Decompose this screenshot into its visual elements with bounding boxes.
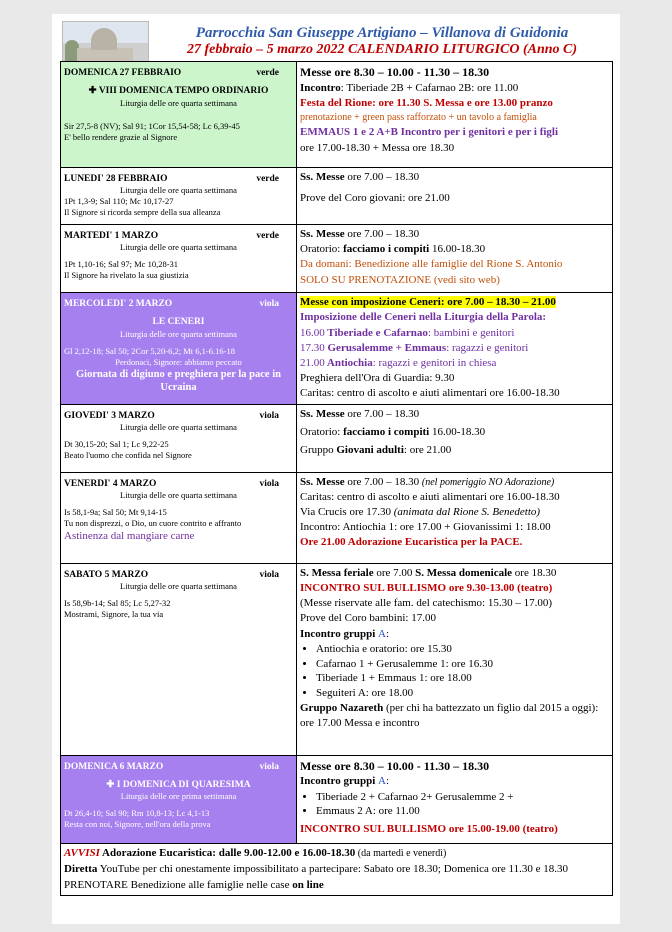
bullying-meeting: INCONTRO SUL BULLISMO ore 9.30-13.00 (teatro) (300, 581, 553, 594)
day-info-cell (61, 293, 297, 405)
liturgy-week: Liturgia delle ore quarta settimana (120, 421, 237, 432)
group-list (300, 642, 609, 701)
event-label: Incontro gruppi (300, 775, 379, 788)
day-info-cell (61, 472, 297, 563)
feast-name: ✚ I DOMENICA DI QUARESIMA (106, 779, 251, 790)
event-note: (nel pomeriggio NO Adorazione) (421, 476, 555, 488)
event-text: : Tiberiade 2B + Cafarnao 2B: ore 11.00 (340, 81, 519, 94)
event-text: Caritas: centro di ascolto e aiuti alimentari ore 16.00-18.30 (300, 387, 560, 400)
event-text: ore 7.00 (373, 566, 416, 579)
day-row (61, 404, 613, 472)
day-events-cell (297, 472, 613, 563)
liturgical-color: verde (256, 231, 279, 241)
day-info-cell (61, 755, 297, 843)
day-name: MERCOLEDI' 2 MARZO (64, 299, 173, 309)
event-text: Giovani adulti (336, 443, 404, 456)
abstinence-note: Astinenza dal mangiare carne (64, 530, 195, 543)
event-label: Ss. Messe (300, 407, 345, 420)
event-text: ore 7.00 – 18.30 (344, 228, 420, 240)
day-row (61, 293, 613, 405)
event-text: facciamo i compiti (340, 425, 430, 438)
day-info-cell (61, 225, 297, 293)
liturgy-week: Liturgia delle ore quarta settimana (120, 97, 237, 108)
event-note: prenotazione + green pass rafforzato + un tavolo a famiglia (300, 112, 537, 124)
parish-title: Parrocchia San Giuseppe Artigiano – Villanova di Guidonia (195, 25, 569, 41)
event-label: Ss. Messe (300, 475, 345, 488)
calendar-subtitle: 27 febbraio – 5 marzo 2022 CALENDARIO LITURGICO (Anno C) (186, 42, 578, 57)
psalm-motto: Beato l'uomo che confida nel Signore (64, 450, 192, 461)
event-text: ore 7.00 – 18.30 (344, 171, 420, 183)
readings: Is 58,9b-14; Sal 85; Lc 5,27-32 (64, 598, 171, 609)
psalm-motto: Il Signore ha rivelato la sua giustizia (64, 270, 189, 281)
liturgical-color: viola (259, 478, 279, 489)
notice-text: on line (292, 878, 324, 891)
event-label: Ss. Messe (300, 171, 345, 183)
day-events-cell (297, 563, 613, 755)
feast-name: ✚ VIII DOMENICA TEMPO ORDINARIO (88, 86, 269, 97)
psalm-motto: Tu non disprezzi, o Dio, un cuore contrito e affranto (64, 518, 242, 529)
list-item: • Antiochia e oratorio: ore 15.30 (316, 642, 609, 657)
event-text: Prove del Coro giovani: ore 21.00 (300, 192, 450, 205)
notices-cell (61, 843, 613, 896)
day-info-cell (61, 404, 297, 472)
readings: Dt 30,15-20; Sal 1; Lc 9,22-25 (64, 439, 169, 450)
list-item: • Tiberiade 2 + Cafarnao 2+ Gerusalemme 2 + (316, 790, 609, 805)
notice-text: Adorazione Eucaristica: dalle 9.00-12.00 e 16.00-18.30 (99, 846, 356, 859)
event-emmaus: EMMAUS 1 e 2 A+B Incontro per i genitori e per i figli (300, 126, 559, 139)
list-item: • Seguiteri A: ore 18.00 (316, 686, 609, 701)
day-events-cell (297, 225, 613, 293)
day-events-cell (297, 293, 613, 405)
event-text: : ragazzi e genitori in chiesa (372, 357, 497, 370)
event-text: 16.00-18.30 (429, 243, 486, 256)
liturgical-color: verde (256, 68, 279, 78)
event-group: Antiochia (324, 357, 373, 370)
readings: 1Pt 1,10-16; Sal 97; Mc 10,28-31 (64, 259, 179, 270)
feast-name: LE CENERI (152, 317, 205, 328)
liturgy-week: Liturgia delle ore quarta settimana (120, 580, 237, 591)
event-time: 17.30 (300, 341, 325, 354)
day-name: LUNEDI' 28 FEBBRAIO (64, 174, 168, 184)
day-row (61, 563, 613, 755)
day-row (61, 168, 613, 225)
event-text: Via Crucis ore 17.30 (300, 505, 394, 518)
event-group: A (378, 627, 386, 640)
day-events-cell (297, 755, 613, 843)
liturgical-color: verde (256, 174, 279, 184)
readings: Gl 2,12-18; Sal 50; 2Cor 5,20-6,2; Mt 6,1-6.16-18 (64, 345, 235, 356)
notices-row (61, 843, 613, 896)
event-text: : bambini e genitori (427, 326, 515, 339)
readings: Is 58,1-9a; Sal 50; Mt 9,14-15 (64, 507, 167, 518)
event-text: Preghiera dell'Ora di Guardia: 9.30 (300, 372, 455, 385)
mass-times: Messe ore 8.30 – 10.00 - 11.30 – 18.30 (300, 65, 490, 79)
event-note: SOLO SU PRENOTAZIONE (vedi sito web) (300, 273, 500, 286)
event-label: Ss. Messe (300, 228, 345, 240)
event-time: 16.00 (300, 326, 325, 339)
notice-text: YouTube per chi onestamente impossibilitato a partecipare: Sabato ore 18.30; Domenica ore 11.30 e 18.30 (97, 862, 568, 875)
notice-text: (da martedì e venerdì) (355, 847, 447, 859)
psalm-motto: E' bello rendere grazie al Signore (64, 131, 178, 142)
event-group: A (378, 775, 386, 788)
event-text: : ore 21.00 (403, 443, 452, 456)
notice-text: PRENOTARE Benedizione alle famiglie nelle case (64, 878, 293, 891)
event-label: Oratorio: (300, 425, 341, 438)
event-text: : (386, 627, 390, 640)
day-info-cell (61, 563, 297, 755)
readings: Dt 26,4-10; Sal 90; Rm 10,8-13; Lc 4,1-13 (64, 808, 210, 819)
list-item: • Emmaus 2 A: ore 11.00 (316, 804, 609, 819)
psalm-motto: Perdonaci, Signore: abbiamo peccato (115, 356, 242, 367)
event-text: (per chi ha battezzato un figlio dal 2015 a oggi): ore 17.00 Messa e incontro (300, 702, 599, 730)
event-text: ore 7.00 – 18.30 (344, 475, 422, 488)
day-events-cell (297, 404, 613, 472)
event-text: ore 17.00-18.30 + Messa ore 18.30 (300, 141, 455, 154)
liturgy-week: Liturgia delle ore quarta settimana (120, 185, 237, 196)
day-name: GIOVEDI' 3 MARZO (64, 410, 155, 421)
psalm-motto: Il Signore si ricorda sempre della sua alleanza (64, 207, 221, 218)
bulletin-page (52, 14, 620, 924)
readings: Sir 27,5-8 (NV); Sal 91; 1Cor 15,54-58; Lc 6,39-45 (64, 120, 240, 131)
notices-label: AVVISI (64, 846, 100, 859)
list-item: • Cafarnao 1 + Gerusalemme 1: ore 16.30 (316, 657, 609, 672)
event-text: ore 7.00 – 18.30 (344, 407, 420, 420)
event-festa-rione: Festa del Rione: ore 11.30 S. Messa e ore 13.00 pranzo (300, 96, 553, 109)
event-time: 21.00 (300, 357, 325, 370)
day-name: SABATO 5 MARZO (64, 569, 149, 580)
event-text: : ragazzi e genitori (446, 341, 529, 354)
day-events-cell (297, 168, 613, 225)
day-row (61, 62, 613, 168)
day-name: VENERDI' 4 MARZO (64, 478, 157, 489)
list-item: • Tiberiade 1 + Emmaus 1: ore 18.00 (316, 671, 609, 686)
event-label: Oratorio: (300, 243, 341, 256)
event-text: (Messe riservate alle fam. del catechismo: 15.30 – 17.00) (300, 597, 553, 610)
event-label: Gruppo (300, 443, 337, 456)
liturgy-week: Liturgia delle ore quarta settimana (120, 242, 237, 253)
event-label: S. Messa domenicale (415, 566, 513, 579)
event-text: : (386, 775, 390, 788)
event-text: ore 18.30 (512, 566, 557, 579)
event-text: facciamo i compiti (340, 243, 430, 256)
event-label: S. Messa feriale (300, 566, 374, 579)
fast-day-note: Giornata di digiuno e preghiera per la pace in Ucraina (76, 368, 281, 393)
event-label: Gruppo Nazareth (300, 702, 384, 715)
liturgy-week: Liturgia delle ore prima settimana (120, 791, 237, 802)
event-text: Prove del Coro bambini: 17.00 (300, 612, 436, 625)
psalm-motto: Resta con noi, Signore, nell'ora della prova (64, 819, 211, 830)
day-row (61, 755, 613, 843)
event-group: Gerusalemme + Emmaus (324, 341, 447, 354)
day-row (61, 472, 613, 563)
group-list (300, 790, 609, 820)
adoration-for-peace: Ore 21.00 Adorazione Eucaristica per la PACE. (300, 536, 523, 549)
event-text: Incontro: Antiochia 1: ore 17.00 + Giovanissimi 1: 18.00 (300, 521, 551, 534)
day-info-cell (61, 168, 297, 225)
day-events-cell (297, 62, 613, 168)
mass-times: Messe ore 8.30 – 10.00 - 11.30 – 18.30 (300, 758, 490, 773)
event-label: Incontro (300, 81, 341, 94)
day-row (61, 225, 613, 293)
day-name: MARTEDI' 1 MARZO (64, 231, 159, 241)
liturgical-color: viola (259, 569, 279, 580)
liturgical-color: viola (259, 299, 279, 309)
day-info-cell (61, 62, 297, 168)
day-name: DOMENICA 27 FEBBRAIO (64, 68, 182, 78)
notice-label: Diretta (64, 862, 98, 875)
event-label: Incontro gruppi (300, 627, 379, 640)
day-name: DOMENICA 6 MARZO (64, 761, 164, 772)
event-text: Caritas: centro di ascolto e aiuti alimentari ore 16.00-18.30 (300, 490, 560, 503)
event-text: 16.00-18.30 (429, 425, 486, 438)
event-note: (animata dal Rione S. Benedetto) (393, 505, 541, 518)
ashes-mass-times: Messe con imposizione Ceneri: ore 7.00 – 18.30 – 21.00 (300, 296, 556, 308)
liturgical-color: viola (259, 761, 279, 772)
event-note: Da domani: Benedizione alle famiglie del Rione S. Antonio (300, 258, 563, 271)
bullying-meeting: INCONTRO SUL BULLISMO ore 15.00-19.00 (teatro) (300, 823, 558, 836)
liturgical-calendar-table (60, 61, 613, 896)
liturgy-week: Liturgia delle ore quarta settimana (120, 328, 237, 339)
liturgical-color: viola (259, 410, 279, 421)
event-group: Tiberiade e Cafarnao (324, 326, 428, 339)
readings: 1Pt 1,3-9; Sal 110; Mc 10,17-27 (64, 196, 174, 207)
event-title: Imposizione delle Ceneri nella Liturgia della Parola: (300, 311, 547, 324)
psalm-motto: Mostrami, Signore, la tua via (64, 609, 164, 620)
liturgy-week: Liturgia delle ore quarta settimana (120, 489, 237, 500)
